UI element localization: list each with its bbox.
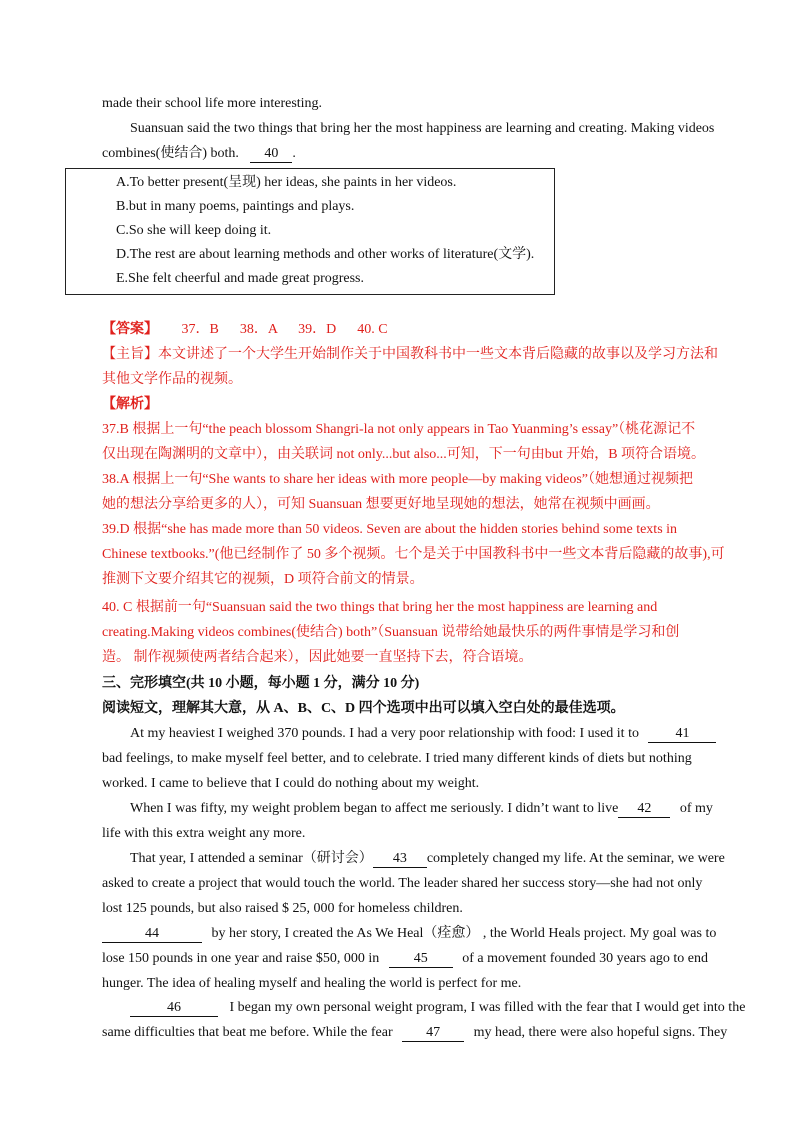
text-line: life with this extra weight any more. [102, 826, 306, 841]
analysis-line: 39.D 根据“she has made more than 50 videos. Seven are about the hidden stories behind some texts in [102, 522, 678, 537]
answer-values: 37．B 38．A 39．D 40. C [181, 322, 388, 337]
text-fragment: by her story, I created the As We Heal（痊愈） , the World Heals project. My goal was to [211, 926, 717, 941]
analysis-line: 造。 制作视频使两者结合起来），因此她要一直坚持下去，符合语境。 [102, 650, 533, 665]
text-line [102, 999, 745, 1017]
text-line: bad feelings, to make myself feel better, and to celebrate. I tried many different kinds of diets but nothing [102, 751, 692, 766]
section-instruction: 阅读短文，理解其大意，从 A、B、C、D 四个选项中出可以填入空白处的最佳选项。 [102, 701, 625, 716]
blank-46: 46 [130, 1000, 218, 1017]
text-fragment: completely changed my life. At the seminar, we were [426, 851, 725, 866]
analysis-line: 38.A 根据上一句“She wants to share her ideas with more people—by making videos”（她想通过视频把 [102, 472, 694, 487]
analysis-label: 【解析】 [102, 397, 158, 412]
text-fragment: of my [679, 801, 713, 816]
blank-47: 47 [402, 1025, 464, 1042]
analysis-line: 40. C 根据前一句“Suansuan said the two things that bring her the most happiness are learning and [102, 600, 658, 615]
text-line [102, 925, 716, 943]
analysis-line: 仅出现在陶渊明的文章中），由关联词 not only...but also...可知，下一句由but 开始，B 项符合语境。 [102, 447, 706, 462]
text-fragment: lose 150 pounds in one year and raise $50, 000 in [102, 951, 380, 966]
text-line: hunger. The idea of healing myself and healing the world is perfect for me. [102, 976, 522, 991]
text-fragment: combines(使结合) both. [102, 146, 239, 161]
text-line [102, 145, 296, 163]
blank-43: 43 [373, 851, 427, 868]
text-line [130, 800, 713, 818]
blank-41: 41 [648, 726, 716, 743]
text-line: made their school life more interesting. [102, 96, 323, 111]
analysis-line: Chinese textbooks.”(他已经制作了 50 多个视频。七个是关于中国教科书中一些文本背后隐藏的故事),可 [102, 547, 725, 562]
text-line: asked to create a project that would touch the world. The leader shared her success story—she had not only [102, 876, 703, 891]
answer-line [102, 321, 388, 339]
answer-label: 【答案】 [102, 322, 158, 337]
analysis-line: 37.B 根据上一句“the peach blossom Shangri-la not only appears in Tao Yuanming’s essay”（桃花源记不 [102, 422, 696, 437]
analysis-line: 推测下文要介绍其它的视频，D 项符合前文的情景。 [102, 572, 424, 587]
text-line: worked. I came to believe that I could do nothing about my weight. [102, 776, 480, 791]
main-idea-line: 【主旨】本文讲述了一个大学生开始制作关于中国教科书中一些文本背后隐藏的故事以及学习方法和 [102, 347, 718, 362]
text-fragment: my head, there were also hopeful signs. They [473, 1025, 728, 1040]
analysis-line: 她的想法分享给更多的人），可知 Suansuan 想要更好地呈现她的想法，她常在视频中画画。 [102, 497, 660, 512]
text-line [102, 1024, 727, 1042]
text-fragment: . [292, 146, 296, 161]
text-fragment: same difficulties that beat me before. While the fear [102, 1025, 393, 1040]
text-fragment: When I was fifty, my weight problem began to affect me seriously. I didn’t want to live [130, 801, 619, 816]
text-fragment: of a movement founded 30 years ago to end [462, 951, 708, 966]
analysis-line: creating.Making videos combines(使结合) both”（Suansuan 说带给她最快乐的两件事情是学习和创 [102, 625, 680, 640]
blank-42: 42 [618, 801, 670, 818]
text-fragment: At my heaviest I weighed 370 pounds. I had a very poor relationship with food: I used it to [130, 726, 639, 741]
blank-40: 40 [250, 146, 292, 163]
section-title: 三、完形填空(共 10 小题，每小题 1 分，满分 10 分) [102, 676, 420, 691]
text-line: Suansuan said the two things that bring her the most happiness are learning and creating. Making videos [130, 121, 715, 136]
blank-44: 44 [102, 926, 202, 943]
text-line [130, 725, 716, 743]
option-e: E.She felt cheerful and made great progress. [116, 271, 365, 286]
option-d: D.The rest are about learning methods and other works of literature(文学). [116, 247, 535, 262]
options-box [65, 168, 555, 295]
text-fragment: That year, I attended a seminar（研讨会） [130, 851, 373, 866]
text-line: lost 125 pounds, but also raised $ 25, 000 for homeless children. [102, 901, 463, 916]
blank-45: 45 [389, 951, 453, 968]
option-c: C.So she will keep doing it. [116, 223, 272, 238]
text-fragment: I began my own personal weight program, I was filled with the fear that I would get into the [229, 1000, 746, 1015]
main-idea-line: 其他文学作品的视频。 [102, 372, 242, 387]
option-b: B.but in many poems, paintings and plays. [116, 199, 355, 214]
text-line [130, 850, 725, 868]
text-line [102, 950, 708, 968]
option-a: A.To better present(呈现) her ideas, she paints in her videos. [116, 175, 457, 190]
